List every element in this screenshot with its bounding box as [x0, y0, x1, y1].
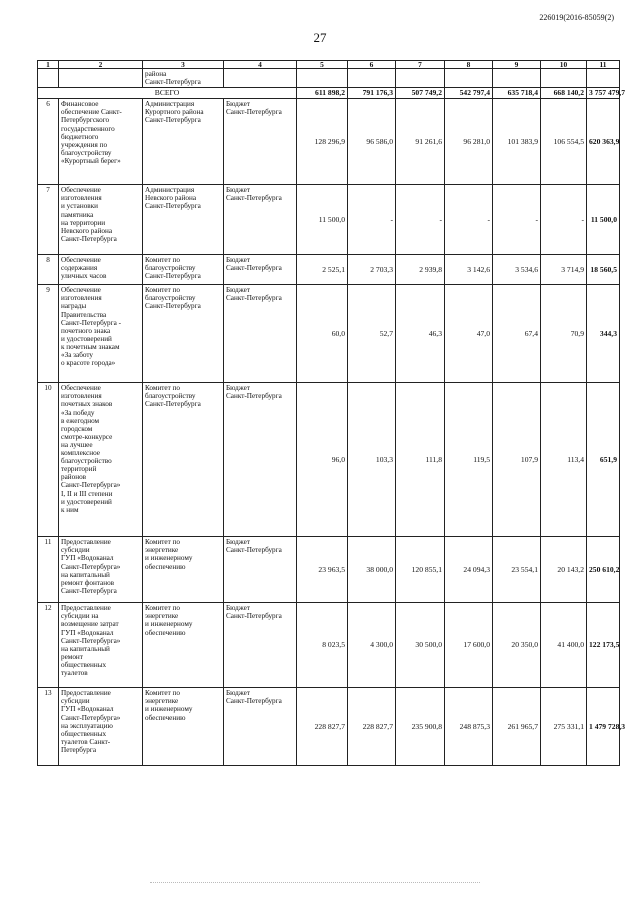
- year-value: 11 500,0: [297, 185, 348, 255]
- year-value: 91 261,6: [396, 99, 445, 185]
- year-value: 96 281,0: [445, 99, 493, 185]
- row-total: 122 173,5: [587, 603, 620, 688]
- column-number: 11: [587, 61, 620, 69]
- year-value: 261 965,7: [493, 688, 541, 766]
- carry-cell: [541, 69, 587, 88]
- executor: Администрация Невского района Санкт-Петербурга: [143, 185, 224, 255]
- year-value: -: [445, 185, 493, 255]
- funding-source: Бюджет Санкт-Петербурга: [224, 285, 297, 383]
- table-row: [38, 383, 620, 537]
- year-value: 248 875,3: [445, 688, 493, 766]
- funding-source: Бюджет Санкт-Петербурга: [224, 185, 297, 255]
- year-value: -: [396, 185, 445, 255]
- row-total: 344,3: [587, 285, 620, 383]
- row-number: 8: [38, 255, 59, 285]
- year-value: 60,0: [297, 285, 348, 383]
- column-number: 9: [493, 61, 541, 69]
- year-value: 128 296,9: [297, 99, 348, 185]
- row-number: 9: [38, 285, 59, 383]
- year-value: 107,9: [493, 383, 541, 537]
- carry-cell: [396, 69, 445, 88]
- year-value: 113,4: [541, 383, 587, 537]
- year-value: 20 350,0: [493, 603, 541, 688]
- year-value: 67,4: [493, 285, 541, 383]
- column-number-row: [38, 61, 620, 69]
- year-value: 52,7: [348, 285, 396, 383]
- carry-executor: района Санкт-Петербурга: [143, 69, 224, 88]
- year-value: 103,3: [348, 383, 396, 537]
- table-row: [38, 603, 620, 688]
- executor: Комитет по благоустройству Санкт-Петербурга: [143, 383, 224, 537]
- year-value: 101 383,9: [493, 99, 541, 185]
- funding-source: Бюджет Санкт-Петербурга: [224, 603, 297, 688]
- row-total: 651,9: [587, 383, 620, 537]
- row-number: 13: [38, 688, 59, 766]
- year-value: 17 600,0: [445, 603, 493, 688]
- program-table: [37, 60, 626, 766]
- year-value: 96,0: [297, 383, 348, 537]
- row-number: 6: [38, 99, 59, 185]
- total-value: 611 898,2: [297, 88, 348, 99]
- year-value: -: [348, 185, 396, 255]
- row-total: 11 500,0: [587, 185, 620, 255]
- year-value: 23 963,5: [297, 537, 348, 603]
- activity-description: Обеспечение изготовления награды Правительства Санкт-Петербурга - почетного знака и удостоверений к почетным знакам «За заботу о красоте города»: [59, 285, 143, 383]
- activity-description: Обеспечение изготовления и установки памятника на территории Невского района Санкт-Петербурга: [59, 185, 143, 255]
- year-value: 111,8: [396, 383, 445, 537]
- year-value: 46,3: [396, 285, 445, 383]
- activity-description: Предоставление субсидии на возмещение затрат ГУП «Водоканал Санкт-Петербурга» на капитальный ремонт общественных туалетов: [59, 603, 143, 688]
- row-number: 11: [38, 537, 59, 603]
- year-value: -: [493, 185, 541, 255]
- carry-cell: [297, 69, 348, 88]
- year-value: 106 554,5: [541, 99, 587, 185]
- carry-over-row: [38, 69, 620, 88]
- table-row: [38, 185, 620, 255]
- table-body: [38, 60, 626, 766]
- table-row: [38, 688, 620, 766]
- funding-source: Бюджет Санкт-Петербурга: [224, 688, 297, 766]
- carry-cell: [493, 69, 541, 88]
- year-value: 30 500,0: [396, 603, 445, 688]
- column-number: 3: [143, 61, 224, 69]
- total-value: 507 749,2: [396, 88, 445, 99]
- year-value: 3 714,9: [541, 255, 587, 285]
- table-row: [38, 255, 620, 285]
- activity-description: Финансовое обеспечение Санкт- Петербургского государственного бюджетного учреждения по благоустройству «Курортный берег»: [59, 99, 143, 185]
- activity-description: Обеспечение изготовления почетных знаков «За победу в ежегодном городском смотре-конкурсе на лучшее комплексное благоустройство территорий районов Санкт-Петербурга» I, II и III степени и удостоверений к ним: [59, 383, 143, 537]
- year-value: 2 525,1: [297, 255, 348, 285]
- row-number: 10: [38, 383, 59, 537]
- carry-cell: [348, 69, 396, 88]
- row-total: 620 363,9: [587, 99, 620, 185]
- table-row: [38, 285, 620, 383]
- year-value: 96 586,0: [348, 99, 396, 185]
- carry-cell: [224, 69, 297, 88]
- year-value: 23 554,1: [493, 537, 541, 603]
- funding-source: Бюджет Санкт-Петербурга: [224, 99, 297, 185]
- executor: Комитет по благоустройству Санкт-Петербурга: [143, 285, 224, 383]
- year-value: 47,0: [445, 285, 493, 383]
- table-row: [38, 99, 620, 185]
- year-value: 20 143,2: [541, 537, 587, 603]
- year-value: 38 000,0: [348, 537, 396, 603]
- total-value: 668 140,2: [541, 88, 587, 99]
- row-total: 1 479 728,3: [587, 688, 620, 766]
- year-value: 4 300,0: [348, 603, 396, 688]
- column-number: 7: [396, 61, 445, 69]
- row-number: 7: [38, 185, 59, 255]
- total-label: ВСЕГО: [38, 88, 297, 99]
- executor: Комитет по энергетике и инженерному обеспечению: [143, 537, 224, 603]
- year-value: 120 855,1: [396, 537, 445, 603]
- column-number: 10: [541, 61, 587, 69]
- grand-total: 3 757 479,7: [587, 88, 620, 99]
- year-value: 70,9: [541, 285, 587, 383]
- year-value: 24 094,3: [445, 537, 493, 603]
- funding-source: Бюджет Санкт-Петербурга: [224, 383, 297, 537]
- carry-cell: [59, 69, 143, 88]
- column-number: 1: [38, 61, 59, 69]
- executor: Комитет по энергетике и инженерному обеспечению: [143, 603, 224, 688]
- year-value: 3 534,6: [493, 255, 541, 285]
- year-value: 228 827,7: [297, 688, 348, 766]
- column-number: 5: [297, 61, 348, 69]
- total-value: 791 176,3: [348, 88, 396, 99]
- carry-cell: [38, 69, 59, 88]
- year-value: 119,5: [445, 383, 493, 537]
- carry-cell: [587, 69, 620, 88]
- row-total: 18 560,5: [587, 255, 620, 285]
- document-id: 226019(2016-85059(2): [539, 13, 614, 22]
- year-value: 275 331,1: [541, 688, 587, 766]
- year-value: 41 400,0: [541, 603, 587, 688]
- executor: Комитет по благоустройству Санкт-Петербурга: [143, 255, 224, 285]
- activity-description: Предоставление субсидии ГУП «Водоканал Санкт-Петербурга» на капитальный ремонт фонтанов Санкт-Петербурга: [59, 537, 143, 603]
- year-value: 235 900,8: [396, 688, 445, 766]
- column-number: 8: [445, 61, 493, 69]
- total-value: 542 797,4: [445, 88, 493, 99]
- year-value: 2 939,8: [396, 255, 445, 285]
- column-number: 4: [224, 61, 297, 69]
- total-value: 635 718,4: [493, 88, 541, 99]
- column-number: 6: [348, 61, 396, 69]
- funding-source: Бюджет Санкт-Петербурга: [224, 255, 297, 285]
- table-row: [38, 537, 620, 603]
- year-value: 8 023,5: [297, 603, 348, 688]
- row-total: 250 610,2: [587, 537, 620, 603]
- executor: Администрация Курортного района Санкт-Петербурга: [143, 99, 224, 185]
- activity-description: Обеспечение содержания уличных часов: [59, 255, 143, 285]
- row-number: 12: [38, 603, 59, 688]
- year-value: 228 827,7: [348, 688, 396, 766]
- total-row: [38, 88, 620, 99]
- activity-description: Предоставление субсидии ГУП «Водоканал Санкт-Петербурга» на эксплуатацию общественных туалетов Санкт- Петербурга: [59, 688, 143, 766]
- scan-artifact-line: [150, 882, 480, 883]
- column-number: 2: [59, 61, 143, 69]
- page-number: 27: [313, 30, 327, 45]
- year-value: 2 703,3: [348, 255, 396, 285]
- carry-cell: [445, 69, 493, 88]
- funding-source: Бюджет Санкт-Петербурга: [224, 537, 297, 603]
- year-value: 3 142,6: [445, 255, 493, 285]
- executor: Комитет по энергетике и инженерному обеспечению: [143, 688, 224, 766]
- year-value: -: [541, 185, 587, 255]
